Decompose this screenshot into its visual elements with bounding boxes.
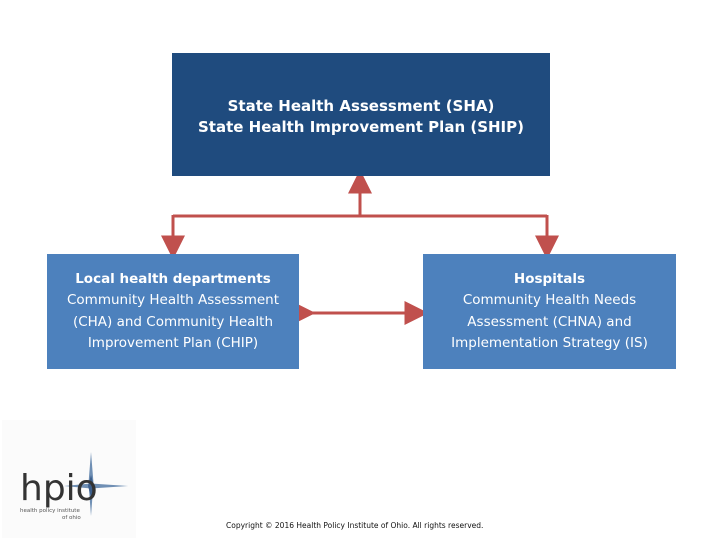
- hpio-wordmark: hpio: [20, 468, 98, 509]
- hpio-tagline-ohio: of ohio: [62, 515, 81, 521]
- hpio-logo: [2, 420, 136, 538]
- hospital-box-line: Community Health Needs: [462, 292, 637, 308]
- copyright-notice: Copyright © 2016 Health Policy Institute of Ohio. All rights reserved.: [226, 521, 484, 530]
- hospital-box-line: Assessment (CHNA) and: [467, 313, 632, 330]
- hospital-box-line: Implementation Strategy (IS): [451, 335, 648, 351]
- state-health-assessment-label: State Health Assessment (SHA): [227, 96, 495, 115]
- local-health-departments-heading: Local health departments: [75, 270, 271, 287]
- local-health-departments-box: [47, 254, 299, 369]
- hospitals-box: [423, 254, 676, 369]
- local-box-line: Improvement Plan (CHIP): [87, 335, 259, 351]
- state-health-improvement-plan-label: State Health Improvement Plan (SHIP): [197, 117, 524, 136]
- local-box-line: Community Health Assessment: [66, 292, 280, 308]
- state-health-box: [172, 53, 550, 176]
- hospitals-heading: Hospitals: [513, 270, 586, 287]
- hpio-tagline: health policy institute: [20, 508, 80, 514]
- local-box-line: (CHA) and Community Health: [72, 313, 274, 330]
